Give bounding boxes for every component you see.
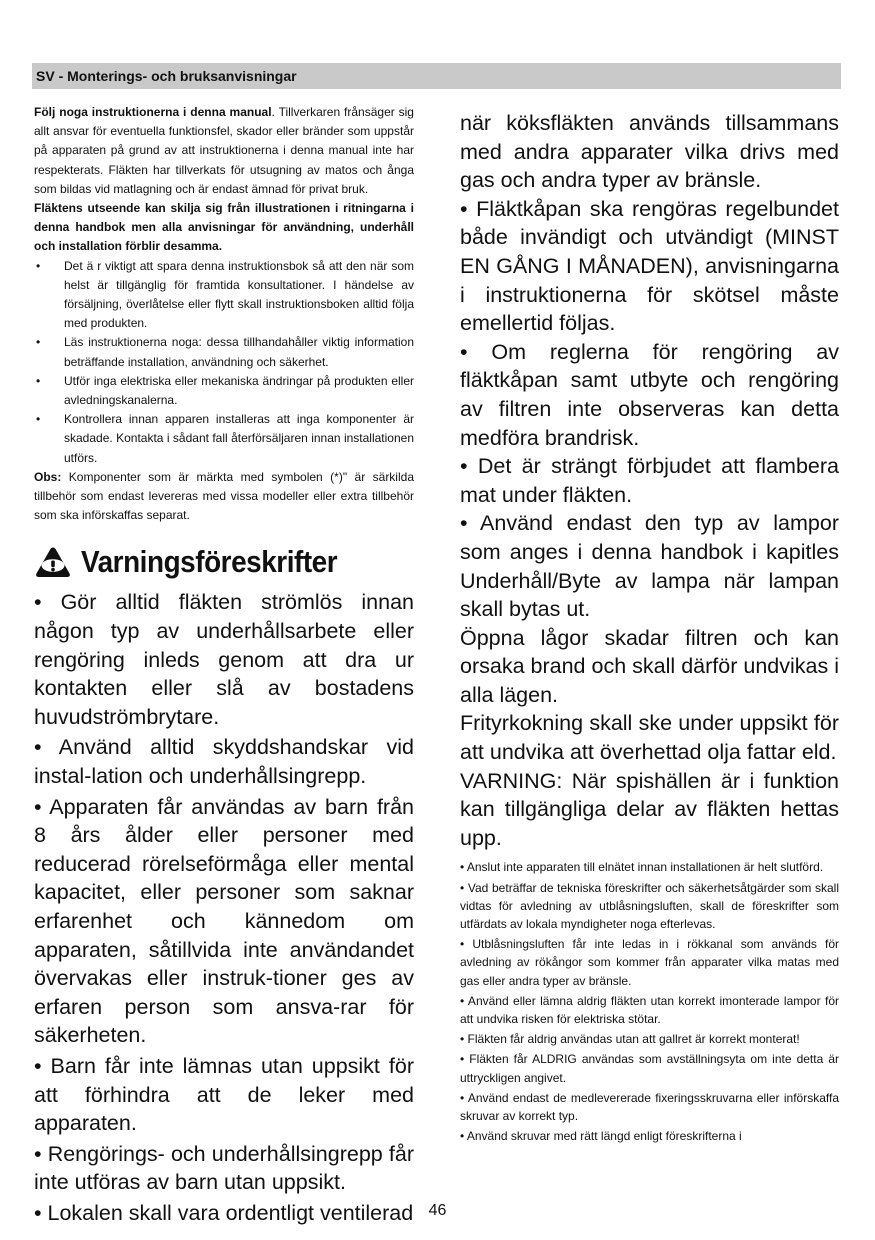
obs-note: Obs: Komponenter som är märkta med symbolen (*)" är särkilda tillbehör som endast levereras med vissa modeller eller extra tillbehör som ska införskaffas separat. — [34, 469, 414, 523]
section-title: SV - Monterings- och bruksanvisningar — [36, 68, 297, 84]
left-column — [34, 103, 414, 1230]
note-paragraph: • Använd eller lämna aldrig fläkten utan korrekt imonterade lampor för att undvika risken för elektriska stötar. — [460, 993, 839, 1027]
note-paragraph: • Vad beträffar de tekniska föreskrifter och säkerhetsåtgärder som skall vidtas för avledning av utblåsningsluften, skall de föreskrifter som utfärdats av lokala myndigheter noga efterlevas. — [460, 880, 839, 932]
bullet-icon: • — [36, 412, 41, 427]
warnings-right-text — [460, 109, 839, 852]
list-item: • Det ä r viktigt att spara denna instruktionsbok så att den när som helst är tillgänglig för framtida konsultationer. I händelse av försäljning, överlåtelse eller flytt skall instruktionsboken alltid följa med produkten. — [36, 258, 414, 331]
warning-triangle-icon — [34, 545, 72, 579]
note-paragraph: • Fläkten får aldrig användas utan att gallret är korrekt monterat! — [460, 1032, 800, 1047]
warnings-heading-row — [34, 542, 414, 582]
list-item: • Läs instruktionerna noga: dessa tillhandahåller viktig information beträffande installation, användning och säkerhet. — [36, 335, 414, 369]
intro-bullet-list — [34, 257, 414, 468]
warnings-left-text — [34, 588, 414, 1227]
installation-notes — [460, 858, 839, 1145]
warning-paragraph: • Om reglerna för rengöring av fläktkåpan samt utbyte och rengöring av filtren inte observeras kan detta medföra brandrisk. — [460, 339, 839, 450]
note-paragraph: • Utblåsningsluften får inte ledas in i rökkanal som används för avledning av rökångor som kommer från apparater vilka matas med gas eller andra typer av bränsle. — [460, 937, 839, 988]
warning-paragraph: Öppna lågor skadar filtren och kan orsaka brand och skall därför undvikas i alla lägen. — [460, 625, 839, 707]
note-paragraph: • Anslut inte apparaten till elnätet innan installationen är helt slutförd. — [460, 860, 824, 875]
warning-paragraph: • Gör alltid fläkten strömlös innan någon typ av underhållsarbete eller rengöring inleds genom att dra ur kontakten eller slå av bostadens huvudströmbrytare. — [34, 590, 414, 729]
warning-paragraph: • Rengörings- och underhållsingrepp får inte utföras av barn utan uppsikt. — [34, 1141, 414, 1195]
intro-text: . Tillverkaren frånsäger sig allt ansvar för eventuella funktionsfel, skador eller bränder som uppstår på apparaten på grund av att instruktionerna i denna manual inte har respekterats. Fläkten har tillverkats för utsugning av matos och ånga som bildas vid matlagning och är endast ämnad för privat bruk. — [34, 105, 414, 196]
intro-paragraph — [34, 103, 414, 199]
list-item: • Kontrollera innan apparen installeras att inga komponenter är skadade. Kontakta i sådant fall återförsäljaren innan installationen utförs. — [36, 412, 414, 465]
obs-label: Obs: — [34, 469, 62, 484]
bullet-icon: • — [36, 373, 41, 388]
bullet-icon: • — [36, 335, 41, 350]
appearance-note: Fläktens utseende kan skilja sig från illustrationen i ritningarna i denna handbok men alla anvisningar för användning, underhåll och installation förblir desamma. — [34, 201, 414, 254]
warning-paragraph: • Lokalen skall vara ordentligt ventilerad — [34, 1200, 414, 1225]
warning-paragraph: VARNING: När spishällen är i funktion kan tillgängliga delar av fläkten hettas upp. — [460, 768, 839, 850]
warning-paragraph: • Apparaten får användas av barn från 8 års ålder eller personer med reducerad rörelseförmåga eller mental kapacitet, eller personer som saknar erfarenhet och kännedom om apparaten, såtillvida inte användandet övervakas eller instruk-tioner ges av erfaren person som ansva-rar för säkerheten. — [34, 794, 414, 1048]
warning-paragraph: när köksfläkten används tillsammans med andra apparater vilka drivs med gas och andra typer av bränsle. — [460, 111, 839, 193]
bullet-icon: • — [36, 258, 41, 273]
warning-paragraph: Frityrkokning skall ske under uppsikt för att undvika att överhettad olja fattar eld. — [460, 711, 839, 765]
warnings-heading: Varningsföreskrifter — [81, 544, 338, 580]
warning-paragraph: • Använd alltid skyddshandskar vid instal-lation och underhållsingrepp. — [34, 735, 414, 789]
note-paragraph: • Använd skruvar med rätt längd enligt föreskrifterna i — [460, 1129, 742, 1144]
intro-block — [34, 103, 414, 525]
warning-paragraph: • Använd endast den typ av lampor som anges i denna handbok i kapitles Underhåll/Byte av lampa när lampan skall bytas ut. — [460, 511, 839, 622]
warning-paragraph: • Det är strängt förbjudet att flambera mat under fläkten. — [460, 454, 839, 507]
intro-bold-lead: Följ noga instruktionerna i denna manual — [34, 105, 272, 119]
warning-paragraph: • Barn får inte lämnas utan uppsikt för att förhindra att de leker med apparaten. — [34, 1053, 414, 1136]
section-header-bar — [32, 63, 841, 89]
note-paragraph: • Använd endast de medlevererade fixeringsskruvarna eller införskaffa skruvar av korrekt typ. — [460, 1090, 839, 1124]
page-number: 46 — [428, 1202, 447, 1219]
list-item: • Utför inga elektriska eller mekaniska ändringar på produkten eller avledningskanalerna. — [36, 373, 414, 408]
warning-paragraph: • Fläktkåpan ska rengöras regelbundet både invändigt och utvändigt (MINST EN GÅNG I MÅNADEN), anvisningarna i instruktionerna för skötsel måste emellertid följas. — [460, 196, 839, 336]
right-column — [460, 103, 839, 1147]
note-paragraph: • Fläkten får ALDRIG användas som avställningsyta om inte detta är uttryckligen angivet. — [460, 1052, 839, 1085]
